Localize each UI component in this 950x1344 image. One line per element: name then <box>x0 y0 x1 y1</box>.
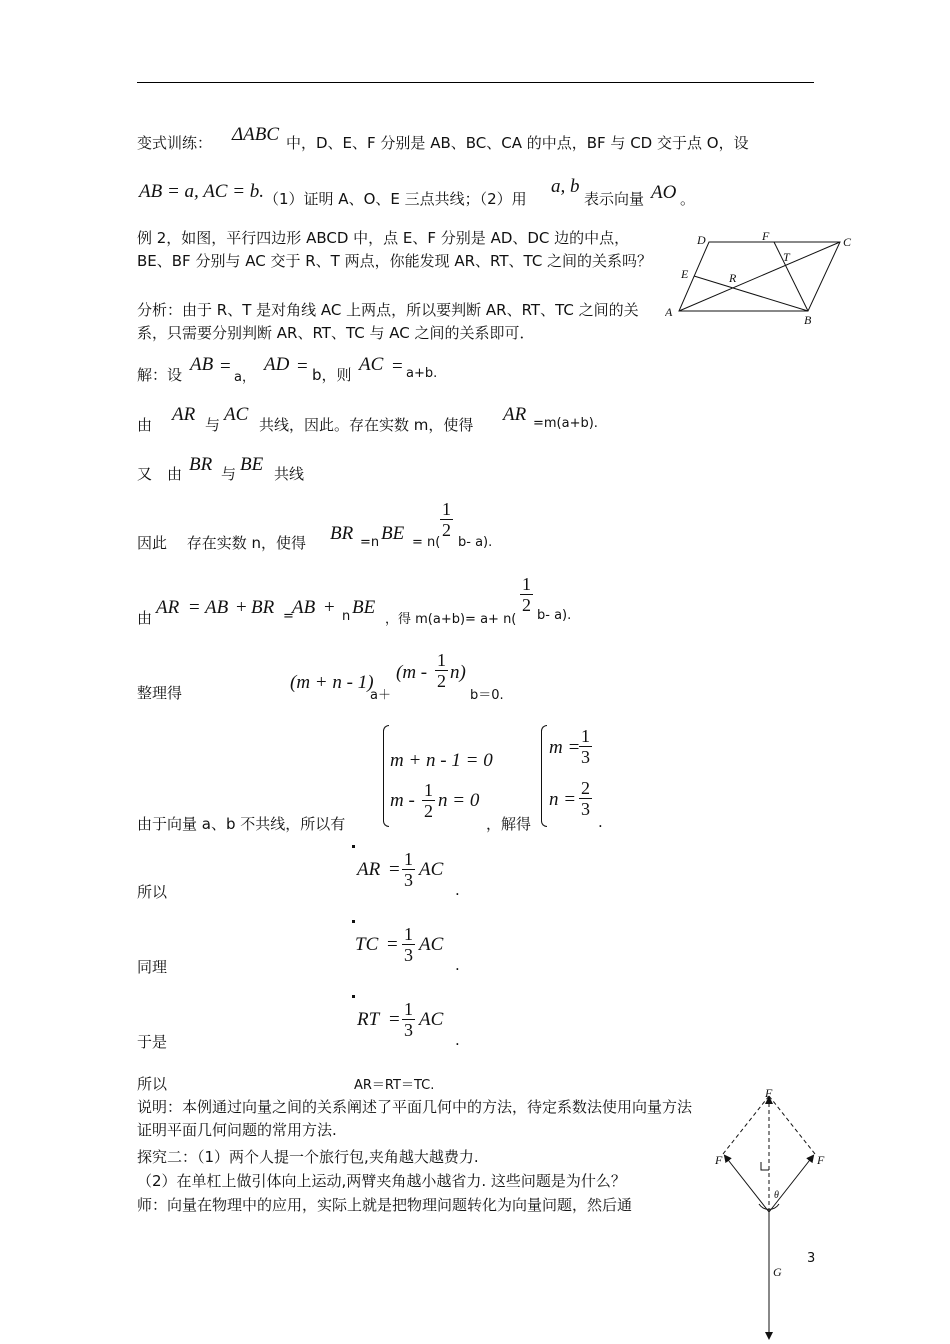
arrow-mark-3 <box>352 995 355 998</box>
label-B: B <box>804 313 812 327</box>
example2-problem: 例 2，如图，平行四边形 ABCD 中，点 E、F 分别是 AD、DC 边的中点，BE、BF 分别与 AC 交于 R、T 两点，你能发现 AR、RT、TC 之间的关系吗？ <box>137 229 653 270</box>
parallelogram-figure <box>665 230 855 330</box>
sol-line5-mid: ，得 m(a+b)= a+ n( <box>385 612 517 627</box>
fraction-n <box>579 778 592 819</box>
fraction-half-3 <box>435 650 448 691</box>
half-num-2: 1 <box>522 574 531 594</box>
final-pre: 所以 <box>137 1075 168 1093</box>
sol-period-1: . <box>598 813 603 831</box>
eq-2: = <box>297 356 308 377</box>
variant-ab: a, b <box>551 176 580 197</box>
result3-period: . <box>455 1031 460 1049</box>
m-den: 3 <box>581 747 590 767</box>
result1-frac <box>402 849 415 890</box>
result1-pre: 所以 <box>137 883 168 901</box>
vec-AD: AD <box>264 354 290 375</box>
label-C: C <box>843 235 852 249</box>
result2-pre: 同理 <box>137 958 168 976</box>
result1-lhs: AR <box>357 859 381 880</box>
system1-line2a: m - <box>390 790 415 811</box>
sol-b-zero: b＝0. <box>470 688 504 703</box>
half-den-3: 2 <box>437 671 446 691</box>
eq-1: = <box>220 356 231 377</box>
label-D: D <box>697 233 706 247</box>
result2-rhs: AC <box>419 934 444 955</box>
explanation-note: 说明：本例通过向量之间的关系阐述了平面几何中的方法，待定系数法使用向量方法证明平面几何问题的常用方法. <box>137 1098 693 1139</box>
fraction-m <box>579 726 592 767</box>
sol-line6-pre: 整理得 <box>137 684 183 702</box>
result2-eq: = <box>387 934 398 955</box>
sol-apb: a+b. <box>406 366 438 381</box>
force-diagram <box>705 1084 835 1344</box>
page-number: 3 <box>807 1251 816 1266</box>
result3-den: 3 <box>404 1020 413 1040</box>
sol-a-plus: a＋ <box>370 688 391 703</box>
sol-n: =n <box>360 535 380 550</box>
expr-mn1: (m + n - 1) <box>290 672 374 693</box>
final-statement: AR＝RT＝TC. <box>354 1078 435 1093</box>
half-den: 2 <box>442 520 451 540</box>
result1-eq: = <box>389 859 400 880</box>
system2-n: n = <box>549 789 577 810</box>
half-num-3: 1 <box>437 650 446 670</box>
system-brace-2 <box>541 725 547 827</box>
sol-line4-pre: 因此 存在实数 n，使得 <box>137 534 307 552</box>
vec-BR-2: BR <box>330 523 354 544</box>
vec-BE: BE <box>240 454 264 475</box>
force-label-top: F <box>765 1086 773 1100</box>
fraction-half <box>440 499 453 540</box>
half-den-4: 2 <box>424 801 433 821</box>
result2-frac <box>402 924 415 965</box>
explanation-inquiry1: 探究二：（1）两个人提一个旅行包,夹角越大越费力. <box>137 1148 479 1166</box>
half-num-4: 1 <box>424 780 433 800</box>
variant-part2: 表示向量 <box>584 190 645 208</box>
result2-num: 1 <box>404 924 413 944</box>
force-label-right: F <box>817 1153 825 1167</box>
angle-theta: θ <box>774 1190 779 1201</box>
sol-line4-end: b- a). <box>458 535 493 550</box>
label-A: A <box>665 305 673 319</box>
vec-AB-3: AB <box>292 597 316 618</box>
result3-eq: = <box>389 1009 400 1030</box>
result2-period: . <box>455 956 460 974</box>
half-den-2: 2 <box>522 595 531 615</box>
system1-line1: m + n - 1 = 0 <box>390 750 493 771</box>
variant-intro: 变式训练： <box>137 134 213 152</box>
example2-analysis: 分析：由于 R、T 是对角线 AC 上两点，所以要判断 AR、RT、TC 之间的关系，只需要分别判断 AR、RT、TC 与 AC 之间的关系即可． <box>137 301 639 342</box>
sol-line5-pre: 由 <box>137 609 153 627</box>
arrow-mark-1 <box>352 845 355 848</box>
force-label-G: G <box>773 1265 782 1279</box>
explanation-inquiry2: （2）在单杠上做引体向上运动,两臂夹角越小越省力. 这些问题是为什么？ <box>137 1172 626 1190</box>
sol-line2-pre: 由 <box>137 416 153 434</box>
sol-line2-end: =m(a+b). <box>533 416 598 431</box>
result1-num: 1 <box>404 849 413 869</box>
sol-line7-pre: 由于向量 a、b 不共线，所以有 <box>137 815 346 833</box>
vec-AR: AR <box>172 404 196 425</box>
fraction-half-2 <box>520 574 533 615</box>
result1-period: . <box>455 881 460 899</box>
n-num: 2 <box>581 778 590 798</box>
eq-4: = <box>189 597 200 618</box>
sol-line5-end: b- a). <box>537 608 572 623</box>
eq-5: = <box>283 609 294 624</box>
system2-m: m = <box>549 737 581 758</box>
plus-1: + <box>236 597 247 618</box>
result1-den: 3 <box>404 870 413 890</box>
vec-AC: AC <box>359 354 384 375</box>
header-rule <box>137 82 814 83</box>
explanation-teacher: 师：向量在物理中的应用，实际上就是把物理问题转化为向量问题，然后通 <box>137 1196 633 1214</box>
vec-BE-2: BE <box>381 523 405 544</box>
result3-pre: 于是 <box>137 1033 168 1051</box>
sol-n-small: n <box>342 609 351 624</box>
variant-text: 中，D、E、F 分别是 AB、BC、CA 的中点，BF 与 CD 交于点 O，设 <box>286 134 749 152</box>
vec-AR-2: AR <box>503 404 527 425</box>
label-T: T <box>783 250 790 264</box>
vec-AR-3: AR <box>156 597 180 618</box>
system-brace-1 <box>383 725 389 827</box>
expr-n-close: n) <box>450 662 466 683</box>
result1-rhs: AC <box>419 859 444 880</box>
vec-BR-3: BR <box>251 597 275 618</box>
label-F: F <box>762 230 770 243</box>
vec-AB-2: AB <box>205 597 229 618</box>
variant-AO: AO <box>651 182 677 203</box>
variant-triangle: ΔABC <box>232 124 280 145</box>
variant-part1: （1）证明 A、O、E 三点共线；（2）用 <box>264 190 527 208</box>
sol-line3-end: 共线 <box>274 465 305 483</box>
m-num: 1 <box>581 726 590 746</box>
sol-a: a， <box>234 370 255 385</box>
n-den: 3 <box>581 799 590 819</box>
half-num: 1 <box>442 499 451 519</box>
variant-given: AB = a, AC = b. <box>139 181 265 202</box>
label-R: R <box>729 271 737 285</box>
result3-rhs: AC <box>419 1009 444 1030</box>
vec-BE-3: BE <box>352 597 376 618</box>
result3-num: 1 <box>404 999 413 1019</box>
fraction-half-4 <box>422 780 435 821</box>
and-1: 与 <box>205 416 221 434</box>
force-label-left: F <box>715 1153 723 1167</box>
plus-2: + <box>324 597 335 618</box>
sol-line3-pre: 又 由 <box>137 465 183 483</box>
result3-lhs: RT <box>357 1009 380 1030</box>
vec-BR: BR <box>189 454 213 475</box>
expr-m-open: (m - <box>396 662 428 683</box>
result3-frac <box>402 999 415 1040</box>
variant-end: 。 <box>680 190 696 208</box>
sol-line2-mid: 共线，因此。存在实数 m，使得 <box>259 416 474 434</box>
sol-solve: ，解得 <box>486 815 532 833</box>
sol-line1-pre: 解：设 <box>137 366 183 384</box>
sol-b-then: b，则 <box>312 366 352 384</box>
vec-AB: AB <box>190 354 214 375</box>
and-2: 与 <box>221 465 237 483</box>
arrow-mark-2 <box>352 920 355 923</box>
sol-n-paren: = n( <box>412 535 441 550</box>
result2-den: 3 <box>404 945 413 965</box>
label-E: E <box>681 267 689 281</box>
eq-3: = <box>392 356 403 377</box>
system1-line2b: n = 0 <box>438 790 480 811</box>
vec-AC-2: AC <box>224 404 249 425</box>
result2-lhs: TC <box>355 934 379 955</box>
